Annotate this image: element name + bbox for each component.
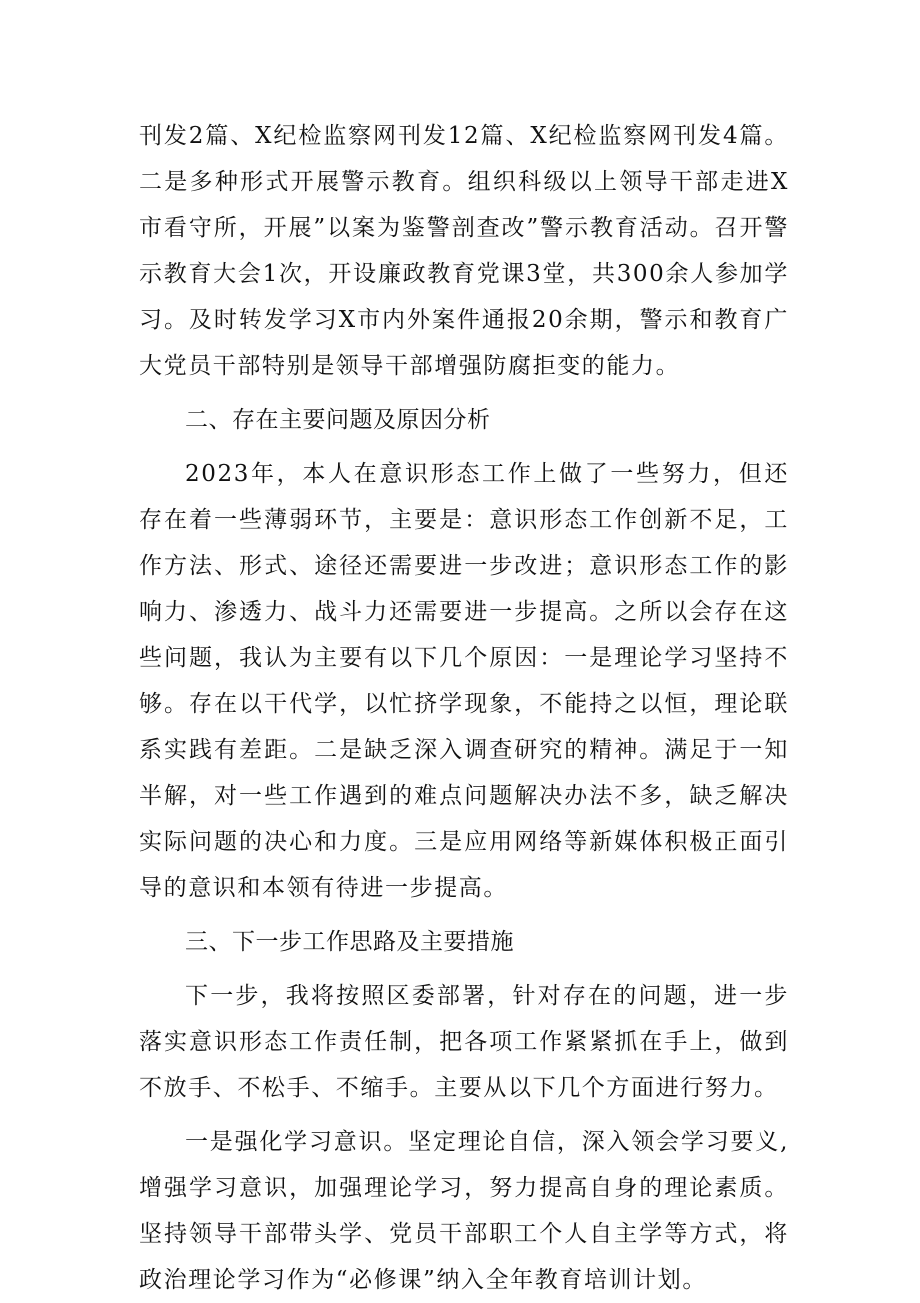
section-heading-next-steps: 三、下一步工作思路及主要措施: [185, 929, 514, 955]
paragraph-strengthen-learning: 一是强化学习意识。坚定理论自信，深入领会学习要义,增强学习意识，加强理论学习，努力提高自身的理论素质。坚持领导干部带头学、党员干部职工个人自主学等方式，将政治理论学习作为“必修课”纳入全年教育培训计划。: [139, 1129, 789, 1293]
paragraph-next-steps-intro: 下一步，我将按照区委部署，针对存在的问题，进一步落实意识形态工作责任制，把各项工作紧紧抓在手上，做到不放手、不松手、不缩手。主要从以下几个方面进行努力。: [139, 983, 789, 1101]
paragraph-gap: [139, 389, 789, 397]
paragraph-gap: [139, 443, 789, 451]
paragraph-problems-analysis: 2023年，本人在意识形态工作上做了一些努力，但还存在着一些薄弱环节，主要是：意识形态工作创新不足，工作方法、形式、途径还需要进一步改进；意识形态工作的影响力、渗透力、战斗力还需要进一步提高。之所以会存在这些问题，我认为主要有以下几个原因：一是理论学习坚持不够。存在以干代学，以忙挤学现象，不能持之以恒，理论联系实践有差距。二是缺乏深入调查研究的精神。满足于一知半解，对一些工作遇到的难点问题解决办法不多，缺乏解决实际问题的决心和力度。三是应用网络等新媒体积极正面引导的意识和本领有待进一步提高。: [139, 461, 789, 901]
document-page: [139, 113, 789, 1303]
paragraph-gap: [139, 965, 789, 973]
paragraph-gap: [139, 911, 789, 919]
paragraph-gap: [139, 1111, 789, 1119]
section-heading-problems: 二、存在主要问题及原因分析: [185, 407, 491, 433]
paragraph-warning-education: 刊发2篇、X纪检监察网刊发12篇、X纪检监察网刊发4篇。二是多种形式开展警示教育。组织科级以上领导干部走进X市看守所，开展”以案为鉴警剖查改”警示教育活动。召开警示教育大会1次，开设廉政教育党课3堂，共300余人参加学习。及时转发学习X市内外案件通报20余期，警示和教育广大党员干部特别是领导干部增强防腐拒变的能力。: [139, 123, 789, 379]
